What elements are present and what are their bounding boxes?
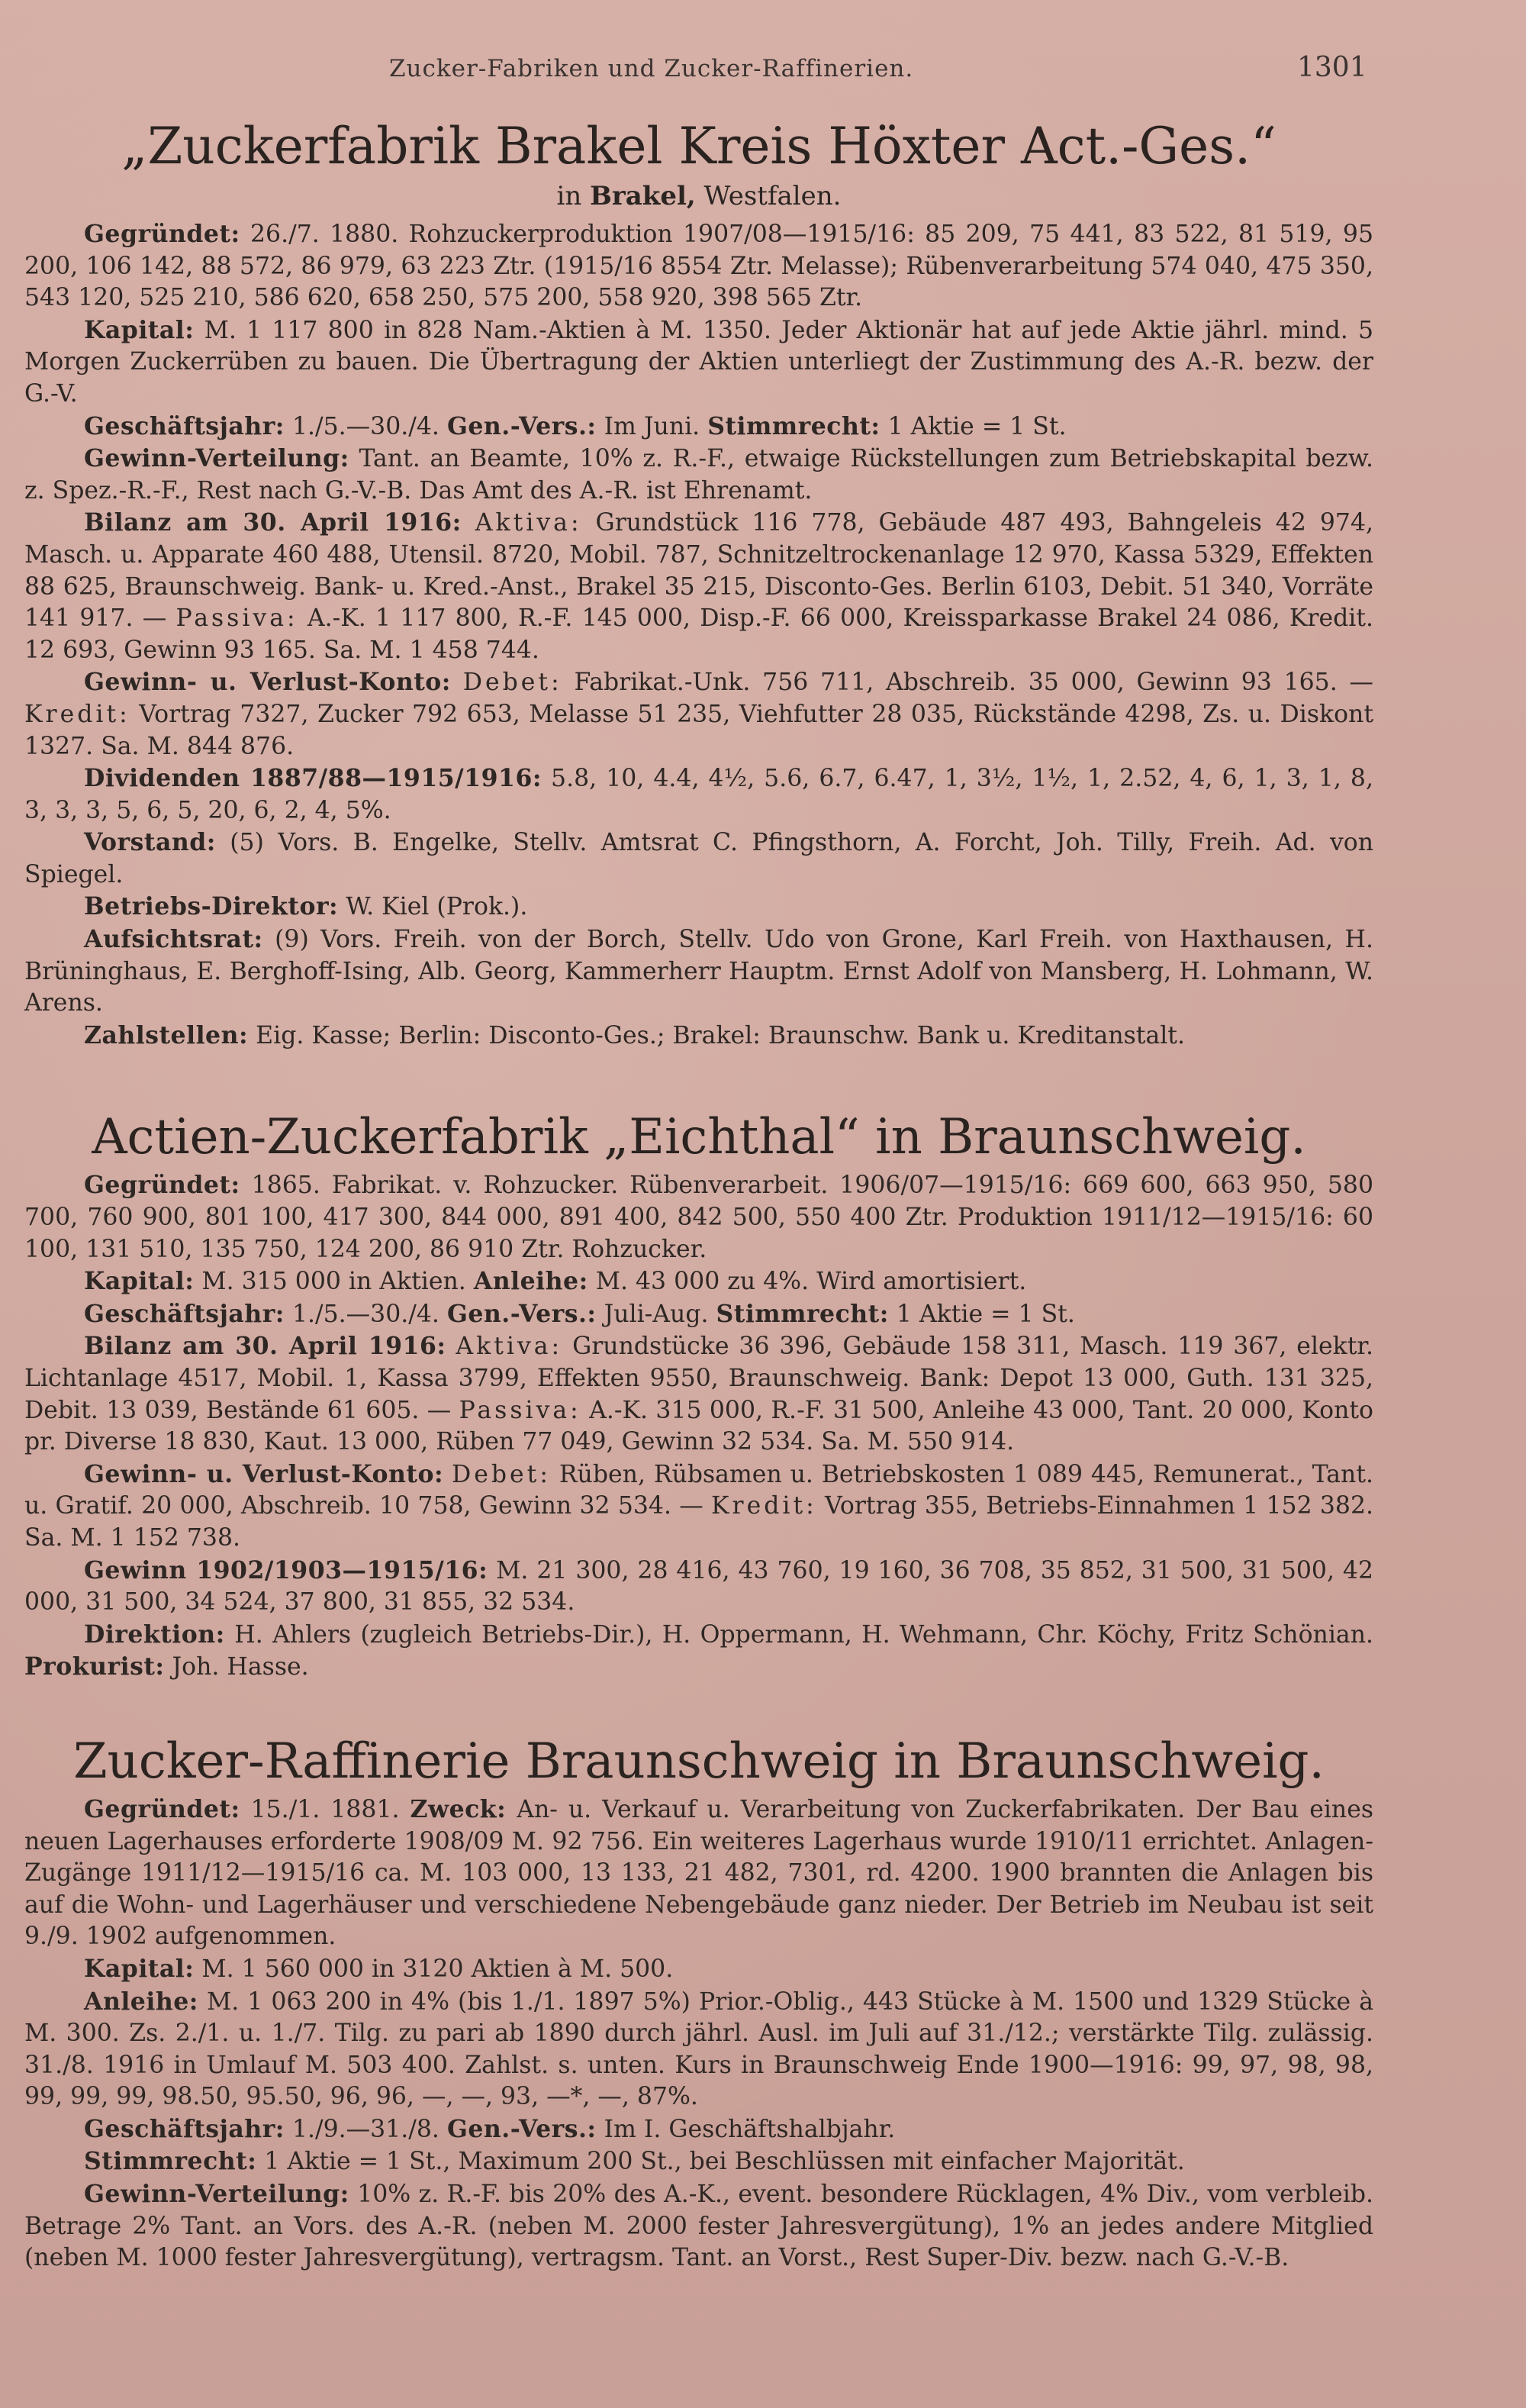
entry-vorstand: Vorstand: (5) Vors. B. Engelke, Stellv. Amtsrat C. Pfingsthorn, A. Forcht, Joh. Tilly, Freih. Ad. von Spiegel.	[24, 828, 1374, 888]
page-header	[0, 52, 1526, 93]
entry-gewinn-verlust: Gewinn- u. Verlust-Konto: Debet: Rüben, Rübsamen u. Betriebskosten 1 089 445, Remunerat., Tant. u. Gratif. 20 000, Abschreib. 10 758, Gewinn 32 534. — Kredit: Vortrag 355, Betriebs-Einnahmen 1 152 382. Sa. M. 1 152 738.	[24, 1459, 1374, 1552]
entry-dividenden: Dividenden 1887/88—1915/1916: 5.8, 10, 4.4, 4½, 5.6, 6.7, 6.47, 1, 3½, 1½, 1, 2.52, 4, 6, 1, 3, 1, 8, 3, 3, 3, 5, 6, 5, 20, 6, 2, 4, 5%.	[24, 764, 1373, 824]
entry-anleihe: Anleihe: M. 1 063 200 in 4% (bis 1./1. 1897 5%) Prior.-Oblig., 443 Stücke à M. 1500 und 1329 Stücke à M. 300. Zs. 2./1. u. 1./7. Tilg. zu pari ab 1890 durch jährl. Ausl. im Juli auf 31./12.; verstärkte Tilg. zulässig. 31./8. 1916 in Umlauf M. 503 400. Zahlst. s. unten. Kurs in Braunschweig Ende 1900—1916: 99, 97, 98, 98, 99, 99, 99, 98.50, 95.50, 96, 96, —, —, 93, —*, —, 87%.	[24, 1987, 1374, 2111]
section-title: Actien-Zuckerfabrik „Eichthal“ in Braunschweig.	[92, 1109, 1306, 1166]
entry-bilanz: Bilanz am 30. April 1916: Aktiva: Grundstück 116 778, Gebäude 487 493, Bahngeleis 42 974, Masch. u. Apparate 460 488, Utensil. 8720, Mobil. 787, Schnitzeltrockenanlage 12 970, Kassa 5329, Effekten 88 625, Braunschweig. Bank- u. Kred.-Anst., Brakel 35 215, Disconto-Ges. Berlin 6103, Debit. 51 340, Vorräte 141 917. — Passiva: A.-K. 1 117 800, R.-F. 145 000, Disp.-F. 66 000, Kreissparkasse Brakel 24 086, Kredit. 12 693, Gewinn 93 165. Sa. M. 1 458 744.	[24, 508, 1373, 664]
section-title: „Zuckerfabrik Brakel Kreis Höxter Act.-Ges.“	[121, 117, 1276, 176]
entry-gegruendet: Gegründet: 15./1. 1881. Zweck: An- u. Verkauf u. Verarbeitung von Zuckerfabrikaten. Der Bau eines neuen Lagerhauses erforderte 1908/09 M. 92 756. Ein weiteres Lagerhaus wurde 1910/11 errichtet. Anlagen-Zugänge 1911/12—1915/16 ca. M. 103 000, 13 133, 21 482, 7301, rd. 4200. 1900 brannten die Anlagen bis auf die Wohn- und Lagerhäuser und verschiedene Nebengebäude ganz nieder. Der Betrieb im Neubau ist seit 9./9. 1902 aufgenommen.	[24, 1794, 1374, 1951]
entry-bilanz: Bilanz am 30. April 1916: Aktiva: Grundstücke 36 396, Gebäude 158 311, Masch. 119 367, elektr. Lichtanlage 4517, Mobil. 1, Kassa 3799, Effekten 9550, Braunschweig. Bank: Depot 13 000, Guth. 131 325, Debit. 13 039, Bestände 61 605. — Passiva: A.-K. 315 000, R.-F. 31 500, Anleihe 43 000, Tant. 20 000, Konto pr. Diverse 18 830, Kaut. 13 000, Rüben 77 049, Gewinn 32 534. Sa. M. 550 914.	[24, 1332, 1374, 1456]
page-number: 1301	[1297, 52, 1367, 83]
section-raffinerie	[24, 1729, 1373, 2274]
subtitle-prefix: in	[556, 181, 582, 211]
entry-gewinn-verteilung: Gewinn-Verteilung: Tant. an Beamte, 10% z. R.-F., etwaige Rückstellungen zum Betriebskapital bezw. z. Spez.-R.-F., Rest nach G.-V.-B. Das Amt des A.-R. ist Ehrenamt.	[24, 444, 1374, 504]
section-brakel	[24, 114, 1373, 1052]
entry-geschaeftsjahr: Geschäftsjahr: 1./9.—31./8. Gen.-Vers.: Im I. Geschäftshalbjahr.	[84, 2114, 896, 2143]
subtitle-place: Brakel,	[590, 181, 696, 211]
entry-betriebs-direktor: Betriebs-Direktor: W. Kiel (Prok.).	[84, 892, 528, 921]
section-title: Zucker-Raffinerie Braunschweig in Braunschweig.	[73, 1733, 1325, 1790]
section-eichthal	[24, 1105, 1373, 1684]
entry-gewinn-verteilung: Gewinn-Verteilung: 10% z. R.-F. bis 20% des A.-K., event. besondere Rücklagen, 4% Div., vom verbleib. Betrage 2% Tant. an Vors. des A.-R. (neben M. 2000 fester Jahresvergütung), 1% an jedes andere Mitglied (neben M. 1000 fester Jahresvergütung), vertragsm. Tant. an Vorst., Rest Super-Div. bezw. nach G.-V.-B.	[24, 2180, 1373, 2272]
entry-gewinn-verlust: Gewinn- u. Verlust-Konto: Debet: Fabrikat.-Unk. 756 711, Abschreib. 35 000, Gewinn 93 165. — Kredit: Vortrag 7327, Zucker 792 653, Melasse 51 235, Viehfutter 28 035, Rückstände 4298, Zs. u. Diskont 1327. Sa. M. 844 876.	[24, 668, 1373, 760]
entry-kapital: Kapital: M. 315 000 in Aktien. Anleihe: M. 43 000 zu 4%. Wird amortisiert.	[84, 1267, 1027, 1296]
entry-kapital: Kapital: M. 1 560 000 in 3120 Aktien à M. 500.	[84, 1954, 674, 1983]
page-content	[24, 114, 1373, 2274]
entry-gewinn: Gewinn 1902/1903—1915/16: M. 21 300, 28 416, 43 760, 19 160, 36 708, 35 852, 31 500, 31 500, 42 000, 31 500, 34 524, 37 800, 31 855, 32 534.	[24, 1555, 1373, 1617]
section-subtitle	[24, 179, 1373, 214]
entry-geschaeftsjahr: Geschäftsjahr: 1./5.—30./4. Gen.-Vers.: Juli-Aug. Stimmrecht: 1 Aktie = 1 St.	[84, 1299, 1075, 1328]
entry-kapital: Kapital: M. 1 117 800 in 828 Nam.-Aktien à M. 1350. Jeder Aktionär hat auf jede Aktie jährl. mind. 5 Morgen Zuckerrüben zu bauen. Die Übertragung der Aktien unterliegt der Zustimmung des A.-R. bezw. der G.-V.	[24, 315, 1374, 408]
entry-direktion: Direktion: H. Ahlers (zugleich Betriebs-Dir.), H. Oppermann, H. Wehmann, Chr. Köchy, Fritz Schönian. Prokurist: Joh. Hasse.	[24, 1620, 1373, 1681]
entry-zahlstellen: Zahlstellen: Eig. Kasse; Berlin: Disconto-Ges.; Brakel: Braunschw. Bank u. Kreditanstalt.	[84, 1020, 1185, 1049]
running-head: Zucker-Fabriken und Zucker-Raffinerien.	[389, 55, 914, 82]
entry-gegruendet: Gegründet: 26./7. 1880. Rohzuckerproduktion 1907/08—1915/16: 85 209, 75 441, 83 522, 81 519, 95 200, 106 142, 88 572, 86 979, 63 223 Ztr. (1915/16 8554 Ztr. Melasse); Rübenverarbeitung 574 040, 475 350, 543 120, 525 210, 586 620, 658 250, 575 200, 558 920, 398 565 Ztr.	[24, 220, 1373, 312]
entry-geschaeftsjahr: Geschäftsjahr: 1./5.—30./4. Gen.-Vers.: Im Juni. Stimmrecht: 1 Aktie = 1 St.	[84, 411, 1067, 440]
entry-gegruendet: Gegründet: 1865. Fabrikat. v. Rohzucker. Rübenverarbeit. 1906/07—1915/16: 669 600, 663 950, 580 700, 760 900, 801 100, 417 300, 844 000, 891 400, 842 500, 550 400 Ztr. Produktion 1911/12—1915/16: 60 100, 131 510, 135 750, 124 200, 86 910 Ztr. Rohzucker.	[24, 1171, 1373, 1263]
subtitle-region: Westfalen.	[703, 181, 842, 211]
entry-stimmrecht: Stimmrecht: 1 Aktie = 1 St., Maximum 200 St., bei Beschlüssen mit einfacher Majorität.	[84, 2147, 1185, 2176]
entry-aufsichtsrat: Aufsichtsrat: (9) Vors. Freih. von der Borch, Stellv. Udo von Grone, Karl Freih. von Haxthausen, H. Brüninghaus, E. Berghoff-Ising, Alb. Georg, Kammerherr Hauptm. Ernst Adolf von Mansberg, H. Lohmann, W. Arens.	[24, 925, 1373, 1017]
